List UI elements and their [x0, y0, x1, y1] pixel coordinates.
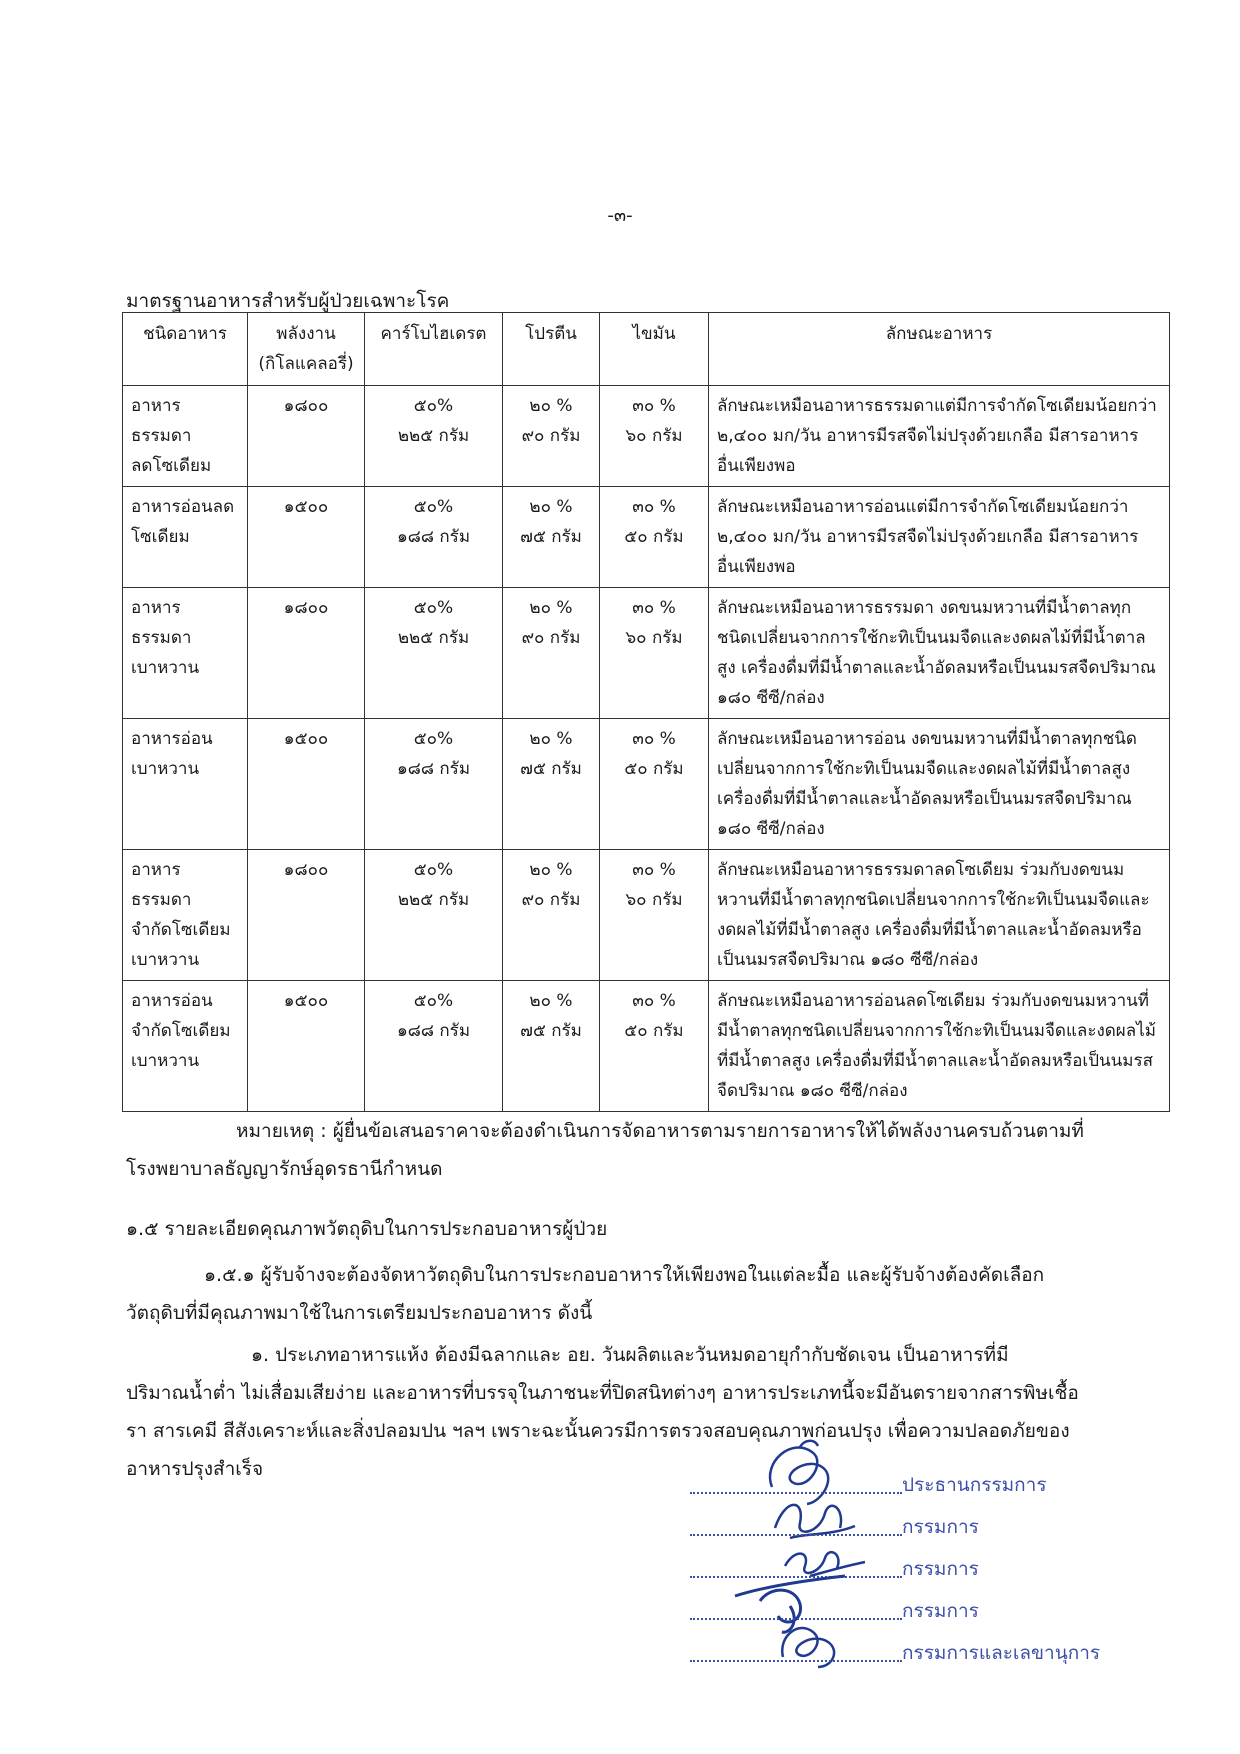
cell-food-type: อาหารอ่อนลด โซเดียม [123, 487, 248, 588]
page-number: -๓- [607, 205, 633, 226]
cell-fat: ๓๐ % ๕๐ กรัม [600, 719, 709, 850]
table-row [123, 487, 1170, 588]
signature-row [690, 1588, 1110, 1630]
food-standard-table [122, 312, 1170, 1112]
header-fat: ไขมัน [600, 313, 709, 386]
item-1-line-3: รา สารเคมี สีสังเคราะห์และสิ่งปลอมปน ฯลฯ เพราะฉะนั้นควรมีการตรวจสอบคุณภาพก่อนปรุง เพื่อความปลอดภัยของ [126, 1420, 1070, 1442]
cell-carbohydrate: ๕๐% ๒๒๕ กรัม [365, 386, 503, 487]
cell-description: ลักษณะเหมือนอาหารธรรมดา งดขนมหวานที่มีน้ำตาลทุก ชนิดเปลี่ยนจากการใช้กะทิเป็นนมจืดและงดผลไม้ที่มีน้ำตาล สูง เครื่องดื่มที่มีน้ำตาลและน้ำอัดลมหรือเป็นนมรสจืดปริมาณ ๑๘๐ ซีซี/กล่อง [709, 588, 1170, 719]
table-row [123, 719, 1170, 850]
cell-food-type: อาหารธรรมดา จำกัดโซเดียม เบาหวาน [123, 850, 248, 981]
item-1-line-2: ปริมาณน้ำต่ำ ไม่เสื่อมเสียง่าย และอาหารที่บรรจุในภาชนะที่ปิดสนิทต่างๆ อาหารประเภทนี้จะมีอันตรายจากสารพิษเชื้อ [126, 1382, 1079, 1404]
cell-fat: ๓๐ % ๕๐ กรัม [600, 981, 709, 1112]
cell-carbohydrate: ๕๐% ๑๘๘ กรัม [365, 981, 503, 1112]
cell-description: ลักษณะเหมือนอาหารอ่อน งดขนมหวานที่มีน้ำตาลทุกชนิด เปลี่ยนจากการใช้กะทิเป็นนมจืดและงดผลไม้ที่มีน้ำตาลสูง เครื่องดื่มที่มีน้ำตาลและน้ำอัดลมหรือเป็นนมรสจืดปริมาณ ๑๘๐ ซีซี/กล่อง [709, 719, 1170, 850]
cell-protein: ๒๐ % ๙๐ กรัม [503, 850, 600, 981]
table-title: มาตรฐานอาหารสำหรับผู้ป่วยเฉพาะโรค [126, 290, 450, 312]
signature-row [690, 1630, 1110, 1672]
section-1-5-1-line-1: ๑.๕.๑ ผู้รับจ้างจะต้องจัดหาวัตถุดิบในการประกอบอาหารให้เพียงพอในแต่ละมื้อ และผู้รับจ้างต้องคัดเลือก [204, 1264, 1045, 1286]
cell-description: ลักษณะเหมือนอาหารอ่อนแต่มีการจำกัดโซเดียมน้อยกว่า ๒,๔๐๐ มก/วัน อาหารมีรสจืดไม่ปรุงด้วยเกลือ มีสารอาหาร อื่นเพียงพอ [709, 487, 1170, 588]
cell-energy: ๑๕๐๐ [248, 981, 365, 1112]
cell-protein: ๒๐ % ๗๕ กรัม [503, 981, 600, 1112]
section-1-5-1-paragraph [126, 1256, 1166, 1332]
signature-block [690, 1462, 1110, 1672]
cell-protein: ๒๐ % ๙๐ กรัม [503, 386, 600, 487]
item-1-line-1: ๑. ประเภทอาหารแห้ง ต้องมีฉลากและ อย. วันผลิตและวันหมดอายุกำกับชัดเจน เป็นอาหารที่มี [251, 1344, 1009, 1366]
item-1-line-4: อาหารปรุงสำเร็จ [126, 1458, 264, 1480]
table-row [123, 981, 1170, 1112]
cell-carbohydrate: ๕๐% ๑๘๘ กรัม [365, 487, 503, 588]
cell-food-type: อาหารธรรมดา ลดโซเดียม [123, 386, 248, 487]
table-row [123, 850, 1170, 981]
cell-fat: ๓๐ % ๖๐ กรัม [600, 850, 709, 981]
cell-description: ลักษณะเหมือนอาหารธรรมดาแต่มีการจำกัดโซเดียมน้อยกว่า ๒,๔๐๐ มก/วัน อาหารมีรสจืดไม่ปรุงด้วยเกลือ มีสารอาหาร อื่นเพียงพอ [709, 386, 1170, 487]
cell-protein: ๒๐ % ๗๕ กรัม [503, 719, 600, 850]
signer-role: กรรมการ [902, 1600, 979, 1622]
table-row [123, 386, 1170, 487]
section-1-5-1-line-2: วัตถุดิบที่มีคุณภาพมาใช้ในการเตรียมประกอบอาหาร ดังนี้ [126, 1302, 593, 1324]
cell-fat: ๓๐ % ๖๐ กรัม [600, 386, 709, 487]
note-line-1: หมายเหตุ : ผู้ยื่นข้อเสนอราคาจะต้องดำเนินการจัดอาหารตามรายการอาหารให้ได้พลังงานครบถ้วนตามที่ [236, 1120, 1084, 1142]
note-line-2: โรงพยาบาลธัญญารักษ์อุดรธานีกำหนด [126, 1158, 443, 1180]
section-heading-1-5: ๑.๕ รายละเอียดคุณภาพวัตถุดิบในการประกอบอาหารผู้ป่วย [126, 1218, 608, 1240]
cell-energy: ๑๕๐๐ [248, 719, 365, 850]
cell-food-type: อาหารอ่อน จำกัดโซเดียม เบาหวาน [123, 981, 248, 1112]
cell-protein: ๒๐ % ๗๕ กรัม [503, 487, 600, 588]
cell-energy: ๑๘๐๐ [248, 850, 365, 981]
table-row [123, 588, 1170, 719]
header-food-type: ชนิดอาหาร [123, 313, 248, 386]
cell-carbohydrate: ๕๐% ๒๒๕ กรัม [365, 588, 503, 719]
note-paragraph [126, 1112, 1166, 1188]
signer-role: ประธานกรรมการ [902, 1474, 1047, 1496]
signer-role: กรรมการ [902, 1516, 979, 1538]
cell-energy: ๑๘๐๐ [248, 386, 365, 487]
handwritten-signature [768, 1612, 858, 1672]
cell-protein: ๒๐ % ๙๐ กรัม [503, 588, 600, 719]
table-header-row [123, 313, 1170, 386]
signer-role: กรรมการ [902, 1558, 979, 1580]
cell-energy: ๑๕๐๐ [248, 487, 365, 588]
signature-dotted-line [690, 1660, 902, 1662]
header-food-characteristics: ลักษณะอาหาร [709, 313, 1170, 386]
cell-carbohydrate: ๕๐% ๒๒๕ กรัม [365, 850, 503, 981]
cell-description: ลักษณะเหมือนอาหารธรรมดาลดโซเดียม ร่วมกับงดขนม หวานที่มีน้ำตาลทุกชนิดเปลี่ยนจากการใช้กะทิเป็นนมจืดและ งดผลไม้ที่มีน้ำตาลสูง เครื่องดื่มที่มีน้ำตาลและน้ำอัดลมหรือ เป็นนมรสจืดปริมาณ ๑๘๐ ซีซี/กล่อง [709, 850, 1170, 981]
signature-row [690, 1504, 1110, 1546]
cell-fat: ๓๐ % ๕๐ กรัม [600, 487, 709, 588]
header-energy: พลังงาน (กิโลแคลอรี่) [248, 313, 365, 386]
cell-carbohydrate: ๕๐% ๑๘๘ กรัม [365, 719, 503, 850]
header-carbohydrate: คาร์โบไฮเดรต [365, 313, 503, 386]
cell-food-type: อาหารอ่อน เบาหวาน [123, 719, 248, 850]
cell-food-type: อาหารธรรมดา เบาหวาน [123, 588, 248, 719]
cell-energy: ๑๘๐๐ [248, 588, 365, 719]
cell-description: ลักษณะเหมือนอาหารอ่อนลดโซเดียม ร่วมกับงดขนมหวานที่ มีน้ำตาลทุกชนิดเปลี่ยนจากการใช้กะทิเป็นนมจืดและงดผลไม้ ที่มีน้ำตาลสูง เครื่องดื่มที่มีน้ำตาลและน้ำอัดลมหรือเป็นนมรส จืดปริมาณ ๑๘๐ ซีซี/กล่อง [709, 981, 1170, 1112]
header-protein: โปรตีน [503, 313, 600, 386]
signer-role: กรรมการและเลขานุการ [902, 1642, 1101, 1664]
signature-row [690, 1462, 1110, 1504]
cell-fat: ๓๐ % ๖๐ กรัม [600, 588, 709, 719]
